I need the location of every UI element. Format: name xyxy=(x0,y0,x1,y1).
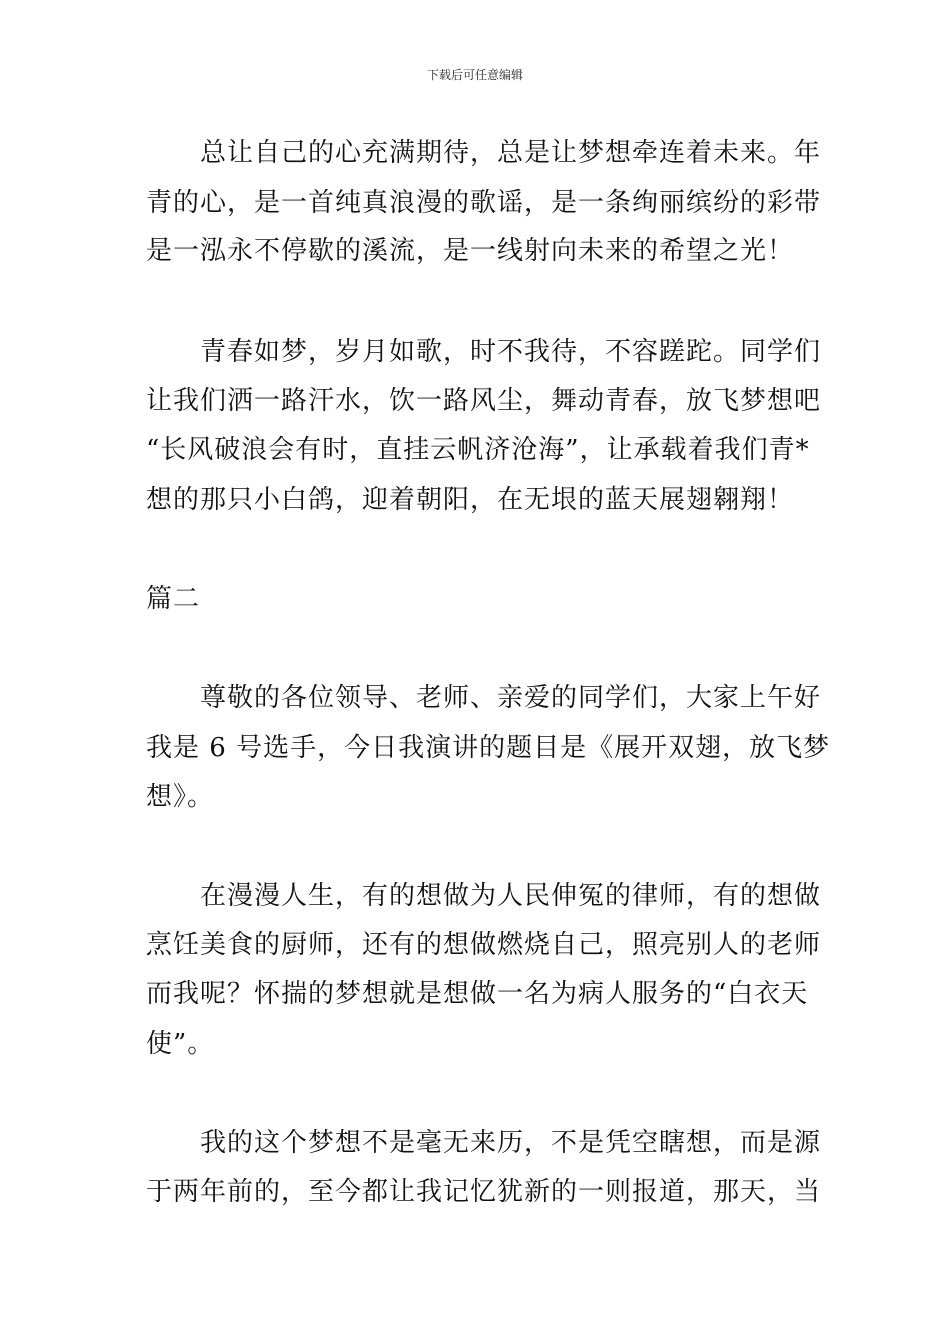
section-heading: 篇二 xyxy=(146,584,201,614)
text-line: 在漫漫人生，有的想做为人民伸冤的律师，有的想做 xyxy=(146,881,822,911)
text-line: 使”。 xyxy=(146,1029,215,1059)
text-line: 尊敬的各位领导、老师、亲爱的同学们，大家上午好 xyxy=(146,683,822,713)
text-line: 我是 6 号选手，今日我演讲的题目是《展开双翅，放飞梦 xyxy=(146,733,831,763)
text-line: 烹饪美食的厨师，还有的想做燃烧自己，照亮别人的老师 xyxy=(146,930,822,960)
text-line: 让我们洒一路汗水，饮一路风尘，舞动青春，放飞梦想吧 xyxy=(146,386,822,416)
text-line: 想》。 xyxy=(146,782,215,812)
text-line: 而我呢？怀揣的梦想就是想做一名为病人服务的“白衣天 xyxy=(146,979,809,1009)
page-header: 下载后可任意编辑 xyxy=(426,68,523,82)
text-line: 青春如梦，岁月如歌，时不我待，不容蹉跎。同学们 xyxy=(146,337,822,367)
text-line: 是一泓永不停歇的溪流，是一线射向未来的希望之光！ xyxy=(146,236,795,266)
text-line: 青的心，是一首纯真浪漫的歌谣，是一条绚丽缤纷的彩带 xyxy=(146,188,822,218)
text-line: 我的这个梦想不是毫无来历，不是凭空瞎想，而是源 xyxy=(146,1128,822,1158)
text-line: 想的那只小白鸽，迎着朝阳，在无垠的蓝天展翅翱翔！ xyxy=(146,485,795,515)
text-line: 于两年前的，至今都让我记忆犹新的一则报道，那天，当 xyxy=(146,1177,822,1207)
text-line: 总让自己的心充满期待，总是让梦想牵连着未来。年 xyxy=(146,138,822,168)
text-line: “长风破浪会有时，直挂云帆济沧海”，让承载着我们青* xyxy=(146,435,810,465)
